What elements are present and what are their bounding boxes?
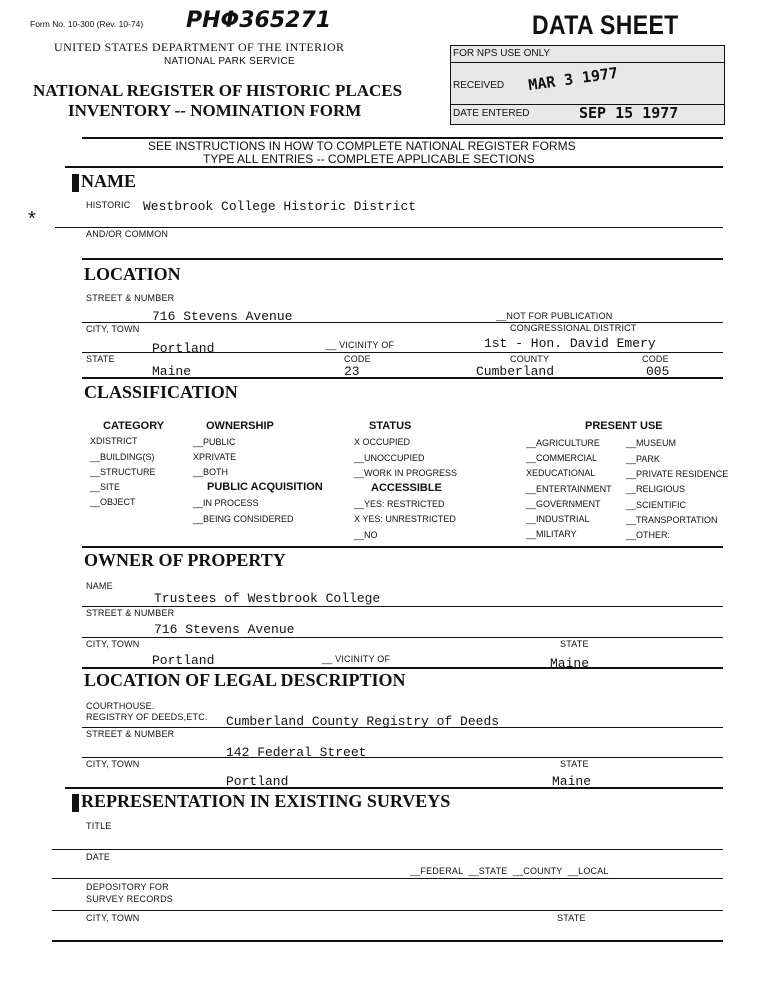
nps-use-only-label: FOR NPS USE ONLY [453,48,551,59]
legal-street-value: 142 Federal Street [226,745,367,760]
legal-state-value: Maine [552,774,592,789]
location-street-label: STREET & NUMBER [86,293,175,303]
instructions-line-2: TYPE ALL ENTRIES -- COMPLETE APPLICABLE SECTIONS [203,152,535,166]
category-structure[interactable]: __STRUCTURE [90,467,156,477]
owner-state-label: STATE [560,639,589,649]
common-name-label: AND/OR COMMON [86,229,169,239]
owner-city-label: CITY, TOWN [86,639,140,649]
form-number: Form No. 10-300 (Rev. 10-74) [30,19,144,29]
use-other[interactable]: __OTHER: [626,530,671,540]
use-industrial[interactable]: __INDUSTRIAL [526,514,590,524]
historic-name-value: Westbrook College Historic District [143,199,417,214]
survey-city-label: CITY, TOWN [86,913,140,923]
location-city-value: Portland [152,341,215,356]
location-state-label: STATE [86,354,115,364]
section-location-heading: LOCATION [84,264,181,284]
acquisition-in-process[interactable]: __IN PROCESS [193,498,259,508]
survey-state-label: STATE [557,913,586,923]
section-surveys-heading: REPRESENTATION IN EXISTING SURVEYS [72,791,450,812]
public-acquisition-heading: PUBLIC ACQUISITION [207,481,323,493]
survey-title-label: TITLE [86,821,112,831]
owner-city-value: Portland [152,653,215,668]
courthouse-label-line-1: COURTHOUSE. [86,701,155,711]
owner-name-label: NAME [86,581,113,591]
status-heading: STATUS [369,420,412,432]
category-heading: CATEGORY [103,420,165,432]
use-government[interactable]: __GOVERNMENT [526,499,601,509]
use-entertainment[interactable]: __ENTERTAINMENT [526,484,612,494]
use-commercial[interactable]: __COMMERCIAL [526,453,598,463]
not-for-publication: __NOT FOR PUBLICATION [496,311,613,321]
county-value: Cumberland [476,364,555,379]
instructions-line-1: SEE INSTRUCTIONS IN HOW TO COMPLETE NATIONAL REGISTER FORMS [148,139,576,153]
use-transportation[interactable]: __TRANSPORTATION [626,515,718,525]
state-code-value: 23 [344,364,360,379]
acquisition-being-considered[interactable]: __BEING CONSIDERED [193,514,294,524]
use-religious[interactable]: __RELIGIOUS [626,484,686,494]
historic-label: HISTORIC [86,200,131,210]
nps-use-only-box [450,45,725,125]
received-stamp: MAR 3 1977 [527,63,620,95]
handwritten-reference-number: PHΦ365271 [186,8,332,33]
ownership-private[interactable]: XPRIVATE [193,452,237,462]
owner-vicinity: __ VICINITY OF [322,654,391,664]
owner-name-value: Trustees of Westbrook College [154,591,381,606]
present-use-heading: PRESENT USE [585,420,663,432]
survey-date-label: DATE [86,852,111,862]
date-entered-stamp: SEP 15 1977 [579,104,679,122]
location-street-value: 716 Stevens Avenue [152,309,293,324]
congressional-district-label: CONGRESSIONAL DISTRICT [510,323,637,333]
county-code-value: 005 [646,364,670,379]
location-state-value: Maine [152,364,192,379]
section-legal-heading: LOCATION OF LEGAL DESCRIPTION [84,670,406,690]
ownership-heading: OWNERSHIP [206,420,274,432]
owner-street-label: STREET & NUMBER [86,608,175,618]
ownership-public[interactable]: __PUBLIC [193,437,236,447]
section-name-heading: NAME [72,171,136,192]
category-district[interactable]: XDISTRICT [90,436,138,446]
received-label: RECEIVED [453,80,505,91]
depository-label-line-1: DEPOSITORY FOR [86,882,169,892]
depository-label-line-2: SURVEY RECORDS [86,894,173,904]
use-educational[interactable]: XEDUCATIONAL [526,468,596,478]
category-site[interactable]: __SITE [90,482,121,492]
legal-state-label: STATE [560,759,589,769]
county-code-label: CODE [642,354,669,364]
use-military[interactable]: __MILITARY [526,529,577,539]
state-code-label: CODE [344,354,371,364]
status-work-in-progress[interactable]: __WORK IN PROGRESS [354,468,458,478]
legal-city-value: Portland [226,774,289,789]
category-object[interactable]: __OBJECT [90,497,136,507]
owner-state-value: Maine [550,656,590,671]
date-entered-label: DATE ENTERED [453,108,530,119]
accessible-restricted[interactable]: __YES: RESTRICTED [354,499,445,509]
category-buildings[interactable]: __BUILDING(S) [90,452,155,462]
status-unoccupied[interactable]: __UNOCCUPIED [354,453,425,463]
status-occupied[interactable]: X OCCUPIED [354,437,411,447]
legal-city-label: CITY, TOWN [86,759,140,769]
legal-street-label: STREET & NUMBER [86,729,175,739]
use-museum[interactable]: __MUSEUM [626,438,677,448]
courthouse-value: Cumberland County Registry of Deeds [226,714,500,729]
ownership-both[interactable]: __BOTH [193,467,229,477]
section-classification-heading: CLASSIFICATION [84,382,238,402]
use-park[interactable]: __PARK [626,454,660,464]
accessible-heading: ACCESSIBLE [371,482,442,494]
asterisk-mark: * [28,208,36,230]
data-sheet-heading: DATA SHEET [532,10,679,40]
agency-line-2: NATIONAL PARK SERVICE [164,56,295,67]
section-owner-heading: OWNER OF PROPERTY [84,550,286,570]
use-private-residence[interactable]: __PRIVATE RESIDENCE [626,469,729,479]
congressional-district-value: 1st - Hon. David Emery [484,336,656,351]
form-title-line-2: INVENTORY -- NOMINATION FORM [68,101,362,120]
accessible-unrestricted[interactable]: X YES: UNRESTRICTED [354,514,456,524]
survey-levels: __FEDERAL __STATE __COUNTY __LOCAL [410,866,609,876]
owner-street-value: 716 Stevens Avenue [154,622,295,637]
courthouse-label-line-2: REGISTRY OF DEEDS,ETC. [86,712,208,722]
form-title-line-1: NATIONAL REGISTER OF HISTORIC PLACES [33,81,403,100]
use-scientific[interactable]: __SCIENTIFIC [626,500,687,510]
location-city-label: CITY, TOWN [86,324,140,334]
county-label: COUNTY [510,354,550,364]
location-vicinity: __ VICINITY OF [326,340,395,350]
use-agriculture[interactable]: __AGRICULTURE [526,438,600,448]
agency-line-1: UNITED STATES DEPARTMENT OF THE INTERIOR [54,40,345,54]
accessible-no[interactable]: __NO [354,530,378,540]
